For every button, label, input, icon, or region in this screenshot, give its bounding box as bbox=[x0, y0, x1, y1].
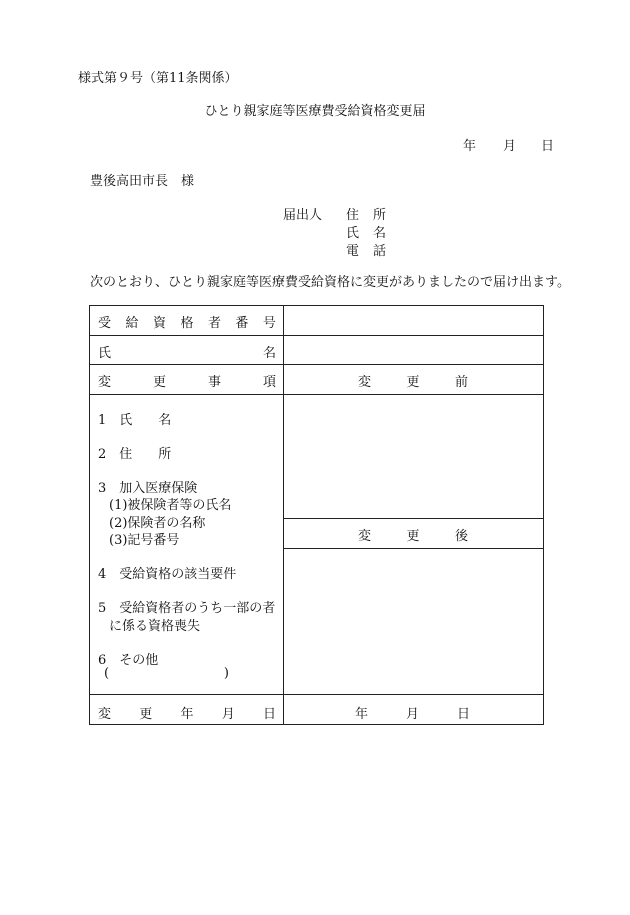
label-char: 後 bbox=[454, 529, 468, 544]
label-char: 年 bbox=[355, 707, 369, 722]
label-char: 更 bbox=[406, 375, 420, 390]
applicant-phone-char: 話 bbox=[372, 244, 386, 259]
applicant-phone-char: 電 bbox=[346, 244, 360, 259]
label-char: 受 bbox=[98, 316, 112, 331]
applicant-address-char: 住 bbox=[346, 208, 360, 223]
label-char: 月 bbox=[405, 707, 419, 722]
change-item-partial-loss-continued: に係る資格喪失 bbox=[109, 619, 201, 634]
label-char: 変 bbox=[98, 375, 112, 390]
table-row-divider bbox=[283, 548, 544, 549]
label-char: 年 bbox=[180, 707, 194, 722]
applicant-phone-label bbox=[346, 240, 386, 259]
label-char: 更 bbox=[152, 375, 166, 390]
change-item-partial-loss: 5 受給資格者のうち一部の者 bbox=[98, 601, 276, 616]
table-border-bottom bbox=[89, 724, 544, 725]
before-change-label bbox=[358, 371, 468, 390]
label-char: 変 bbox=[358, 529, 372, 544]
change-subitem-insured-name: (1)被保険者等の氏名 bbox=[109, 498, 232, 513]
label-char: 事 bbox=[207, 375, 221, 390]
applicant-address-char: 所 bbox=[372, 208, 386, 223]
table-border-right bbox=[543, 305, 544, 725]
label-char: 者 bbox=[207, 316, 221, 331]
other-details-parentheses bbox=[104, 666, 229, 681]
change-date-label bbox=[98, 703, 276, 722]
applicant-name-char: 名 bbox=[372, 226, 386, 241]
after-change-label bbox=[358, 525, 468, 544]
label-char: 給 bbox=[125, 316, 139, 331]
applicant-name-char: 氏 bbox=[346, 226, 360, 241]
applicant-address-label bbox=[346, 204, 386, 223]
recipient-number-label bbox=[98, 312, 276, 331]
label-char: 日 bbox=[262, 707, 276, 722]
statement-text: 次のとおり、ひとり親家庭等医療費受給資格に変更がありましたので届け出ます。 bbox=[90, 275, 570, 290]
label-char: 号 bbox=[262, 316, 276, 331]
label-char: 更 bbox=[406, 529, 420, 544]
label-char: 月 bbox=[221, 707, 235, 722]
change-subitem-insurer-name: (2)保険者の名称 bbox=[109, 516, 206, 531]
addressee: 豊後高田市長 様 bbox=[90, 174, 195, 189]
table-row-divider bbox=[89, 694, 544, 695]
label-char: 変 bbox=[358, 375, 372, 390]
date-month-label: 月 bbox=[503, 139, 517, 154]
label-char: 名 bbox=[262, 346, 276, 361]
change-items-label bbox=[98, 371, 276, 390]
label-char: 変 bbox=[98, 707, 112, 722]
change-item-address: 2 住 所 bbox=[98, 447, 172, 462]
close-paren: ) bbox=[223, 666, 229, 681]
table-row-divider bbox=[89, 364, 544, 365]
label-char: 格 bbox=[180, 316, 194, 331]
change-item-name: 1 氏 名 bbox=[98, 413, 172, 428]
change-date-value-labels bbox=[355, 703, 470, 722]
form-number: 様式第９号（第11条関係） bbox=[78, 71, 238, 86]
applicant-name-label bbox=[346, 222, 386, 241]
name-label bbox=[98, 342, 276, 361]
change-subitem-symbol-number: (3)記号番号 bbox=[109, 533, 180, 548]
form-title: ひとり親家庭等医療費受給資格変更届 bbox=[204, 104, 426, 119]
label-char: 前 bbox=[454, 375, 468, 390]
date-day-label: 日 bbox=[541, 139, 555, 154]
open-paren: ( bbox=[104, 666, 110, 681]
label-char: 番 bbox=[235, 316, 249, 331]
change-item-insurance: 3 加入医療保険 bbox=[98, 481, 198, 496]
change-item-eligibility-requirements: 4 受給資格の該当要件 bbox=[98, 567, 237, 582]
label-char: 項 bbox=[262, 375, 276, 390]
table-border-top bbox=[89, 305, 544, 306]
table-before-after-divider bbox=[283, 518, 544, 519]
change-item-other: 6 その他 bbox=[98, 653, 159, 668]
table-row-divider bbox=[89, 394, 544, 395]
table-border-left bbox=[89, 305, 90, 725]
date-year-label: 年 bbox=[463, 139, 477, 154]
table-column-divider bbox=[283, 305, 284, 725]
label-char: 氏 bbox=[98, 346, 112, 361]
label-char: 更 bbox=[139, 707, 153, 722]
label-char: 日 bbox=[456, 707, 470, 722]
label-char: 資 bbox=[152, 316, 166, 331]
table-row-divider bbox=[89, 335, 544, 336]
applicant-label: 届出人 bbox=[283, 208, 323, 223]
